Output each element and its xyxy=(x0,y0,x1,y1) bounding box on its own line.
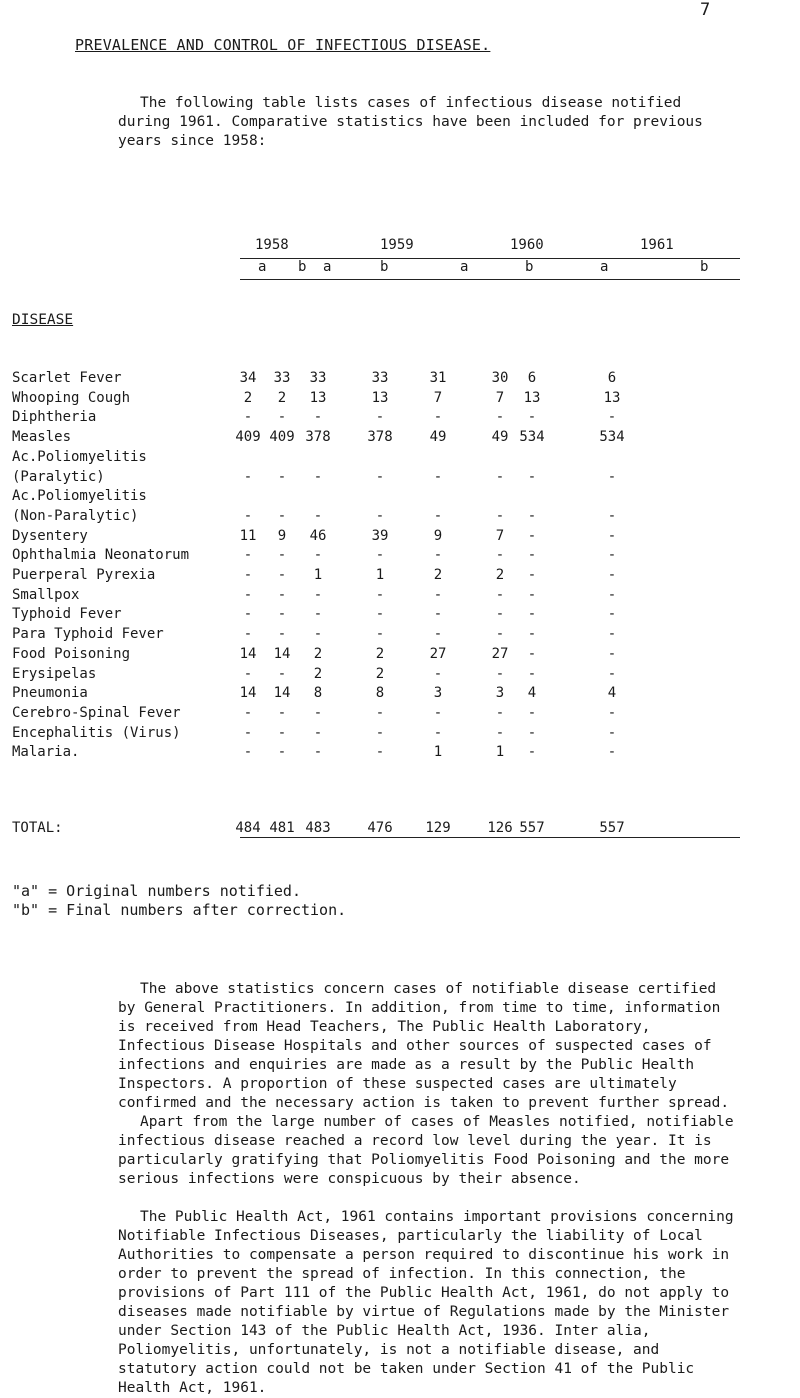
disease-name: Cerebro-Spinal Fever xyxy=(12,704,181,721)
cell-value: 2 xyxy=(277,389,287,406)
cell-value: - xyxy=(527,724,537,741)
cell-value: 11 xyxy=(239,527,257,544)
cell-value: 409 xyxy=(235,429,261,446)
cell-value: 1 xyxy=(433,744,443,761)
disease-name: Erysipelas xyxy=(12,665,97,682)
cell-value: - xyxy=(375,586,385,603)
cell-value: 7 xyxy=(495,527,505,544)
cell-value: 13 xyxy=(523,389,541,406)
cell-value: - xyxy=(607,567,617,583)
subheader-6: a xyxy=(600,259,609,275)
cell-value: - xyxy=(243,704,253,721)
disease-name: Malaria. xyxy=(12,744,80,761)
cell-value: 14 xyxy=(273,645,291,662)
cell-value: - xyxy=(607,626,617,643)
cell-value: - xyxy=(433,606,443,623)
cell-value: - xyxy=(527,547,537,564)
cell-value: - xyxy=(243,547,253,564)
table-row xyxy=(0,685,800,703)
cell-value: - xyxy=(313,468,323,485)
cell-value: - xyxy=(527,744,537,761)
cell-value: 534 xyxy=(599,429,625,446)
cell-value: - xyxy=(527,507,537,524)
total-value: 129 xyxy=(425,820,451,836)
cell-value: - xyxy=(243,468,253,485)
cell-value: - xyxy=(277,744,287,761)
cell-value: - xyxy=(527,567,537,583)
disease-name: Ophthalmia Neonatorum xyxy=(12,547,190,564)
table-row xyxy=(0,429,800,447)
cell-value: - xyxy=(607,665,617,682)
disease-name: Typhoid Fever xyxy=(12,606,122,623)
subheader-3: b xyxy=(380,259,389,275)
cell-value: - xyxy=(313,547,323,564)
cell-value: 3 xyxy=(433,685,443,702)
cell-value: - xyxy=(527,606,537,623)
table-row xyxy=(0,469,800,487)
cell-value: - xyxy=(375,626,385,643)
disease-name: Food Poisoning xyxy=(12,645,131,662)
cell-value: 378 xyxy=(367,429,393,446)
cell-value: 2 xyxy=(313,645,323,662)
table-row xyxy=(0,567,800,585)
cell-value: - xyxy=(243,606,253,623)
cell-value: 378 xyxy=(305,429,331,446)
intro-text: The following table lists cases of infectious disease notified during 1961. Comparative statistics have been included for previous years since 1958: xyxy=(118,95,703,149)
cell-value: - xyxy=(243,507,253,524)
cell-value: - xyxy=(527,468,537,485)
table-row xyxy=(0,528,800,546)
cell-value: - xyxy=(433,409,443,426)
cell-value: - xyxy=(607,704,617,721)
subheader-0: a xyxy=(258,259,267,275)
cell-value: - xyxy=(243,409,253,426)
disease-name: (Non-Paralytic) xyxy=(12,507,139,524)
cell-value: 9 xyxy=(433,527,443,544)
cell-value: - xyxy=(495,724,505,741)
cell-value: - xyxy=(375,724,385,741)
cell-value: - xyxy=(433,704,443,721)
cell-value: - xyxy=(243,626,253,643)
cell-value: 46 xyxy=(309,527,327,544)
cell-value: 534 xyxy=(519,429,545,446)
cell-value: 33 xyxy=(309,370,327,386)
table-row xyxy=(0,409,800,427)
cell-value: 2 xyxy=(495,567,505,583)
cell-value: 13 xyxy=(603,389,621,406)
legend-a: "a" = Original numbers notified. xyxy=(12,882,301,900)
cell-value: - xyxy=(375,744,385,761)
cell-value: - xyxy=(527,527,537,544)
cell-value: 1 xyxy=(313,567,323,583)
cell-value: - xyxy=(607,586,617,603)
cell-value: 14 xyxy=(239,645,257,662)
cell-value: - xyxy=(277,704,287,721)
cell-value: - xyxy=(495,704,505,721)
cell-value: - xyxy=(277,409,287,426)
cell-value: - xyxy=(607,409,617,426)
cell-value: - xyxy=(277,547,287,564)
cell-value: 2 xyxy=(433,567,443,583)
cell-value: - xyxy=(243,744,253,761)
cell-value: - xyxy=(277,626,287,643)
cell-value: 31 xyxy=(429,370,447,386)
cell-value: 13 xyxy=(371,389,389,406)
cell-value: 49 xyxy=(491,429,509,446)
cell-value: - xyxy=(313,744,323,761)
table-row xyxy=(0,547,800,565)
table-row xyxy=(0,666,800,684)
disease-name: Whooping Cough xyxy=(12,389,131,406)
cell-value: - xyxy=(313,606,323,623)
cell-value: - xyxy=(277,586,287,603)
total-row xyxy=(0,820,800,838)
total-value: 557 xyxy=(519,820,545,836)
cell-value: - xyxy=(607,468,617,485)
paragraph-3: The Public Health Act, 1961 contains important provisions concerning Notifiable Infectious Diseases, particularly the liability of Local Authorities to compensate a person required to discontinue his work in order to prevent the spread of infection. In this connection, the provisions of Part 111 of the Public Health Act, 1961, do not apply to diseases made notifiable by virtue of Regulations made by the Minister under Section 143 of the Public Health Act, 1936. Inter alia, Poliomyelitis, unfortunately, is not a notifiable disease, and statutory action could not be taken under Section 41 of the Public Health Act, 1961. xyxy=(118,1209,734,1396)
cell-value: 409 xyxy=(269,429,295,446)
table-row xyxy=(0,744,800,762)
cell-value: 8 xyxy=(313,685,323,702)
cell-value: - xyxy=(313,704,323,721)
table-row xyxy=(0,390,800,408)
page-number: 7 xyxy=(700,0,711,20)
total-underline xyxy=(240,837,740,838)
cell-value: 6 xyxy=(527,370,537,386)
cell-value: - xyxy=(375,606,385,623)
cell-value: 4 xyxy=(527,685,537,702)
year-1958: 1958 xyxy=(255,237,289,253)
cell-value: 49 xyxy=(429,429,447,446)
cell-value: - xyxy=(527,626,537,643)
cell-value: - xyxy=(607,606,617,623)
table-row xyxy=(0,725,800,743)
cell-value: - xyxy=(527,409,537,426)
disease-name: Scarlet Fever xyxy=(12,370,122,386)
table-row xyxy=(0,626,800,644)
disease-column-header: DISEASE xyxy=(12,312,74,328)
body-paragraphs xyxy=(118,980,738,1398)
disease-name: (Paralytic) xyxy=(12,468,105,485)
year-1960: 1960 xyxy=(510,237,544,253)
paragraph-2: Apart from the large number of cases of Measles notified, notifiable infectious disease reached a record low level during the year. It is particularly gratifying that Poliomyelitis Food Poisoning and the more serious infections were conspicuous by their absence. xyxy=(118,1114,734,1187)
disease-name: Pneumonia xyxy=(12,685,88,702)
table-row xyxy=(0,488,800,506)
ab-subheader-rule xyxy=(240,279,740,280)
cell-value: - xyxy=(607,547,617,564)
cell-value: 13 xyxy=(309,389,327,406)
total-value: 483 xyxy=(305,820,331,836)
disease-name: Puerperal Pyrexia xyxy=(12,567,156,583)
cell-value: - xyxy=(433,507,443,524)
cell-value: 4 xyxy=(607,685,617,702)
table-row xyxy=(0,646,800,664)
cell-value: 7 xyxy=(433,389,443,406)
cell-value: - xyxy=(375,704,385,721)
cell-value: 27 xyxy=(491,645,509,662)
cell-value: 14 xyxy=(273,685,291,702)
legend-b: "b" = Final numbers after correction. xyxy=(12,901,347,919)
cell-value: - xyxy=(375,468,385,485)
cell-value: 2 xyxy=(375,665,385,682)
intro-paragraph xyxy=(118,94,738,151)
total-value: 126 xyxy=(487,820,513,836)
subheader-5: b xyxy=(525,259,534,275)
cell-value: - xyxy=(277,507,287,524)
cell-value: - xyxy=(277,665,287,682)
cell-value: 39 xyxy=(371,527,389,544)
cell-value: - xyxy=(495,547,505,564)
table-row xyxy=(0,370,800,388)
subheader-2: a xyxy=(323,259,332,275)
disease-name: Encephalitis (Virus) xyxy=(12,724,181,741)
cell-value: - xyxy=(375,547,385,564)
cell-value: - xyxy=(243,724,253,741)
total-label: TOTAL: xyxy=(12,820,63,836)
cell-value: - xyxy=(495,606,505,623)
cell-value: - xyxy=(607,507,617,524)
table-row xyxy=(0,508,800,526)
total-value: 481 xyxy=(269,820,295,836)
cell-value: 1 xyxy=(375,567,385,583)
ab-subheader-row xyxy=(0,259,800,281)
cell-value: 2 xyxy=(375,645,385,662)
cell-value: - xyxy=(313,409,323,426)
cell-value: 30 xyxy=(491,370,509,386)
cell-value: 3 xyxy=(495,685,505,702)
total-value: 557 xyxy=(599,820,625,836)
cell-value: - xyxy=(607,645,617,662)
cell-value: - xyxy=(433,547,443,564)
cell-value: - xyxy=(433,586,443,603)
cell-value: 33 xyxy=(371,370,389,386)
cell-value: - xyxy=(527,704,537,721)
subheader-1: b xyxy=(298,259,307,275)
cell-value: - xyxy=(607,724,617,741)
table-row xyxy=(0,449,800,467)
disease-name: Ac.Poliomyelitis xyxy=(12,448,147,465)
cell-value: - xyxy=(527,665,537,682)
cell-value: 8 xyxy=(375,685,385,702)
cell-value: - xyxy=(243,567,253,583)
year-1961: 1961 xyxy=(640,237,674,253)
cell-value: - xyxy=(277,567,287,583)
cell-value: 14 xyxy=(239,685,257,702)
cell-value: - xyxy=(313,507,323,524)
year-header-row xyxy=(0,237,800,259)
cell-value: - xyxy=(375,409,385,426)
cell-value: - xyxy=(243,586,253,603)
cell-value: - xyxy=(495,409,505,426)
cell-value: 9 xyxy=(277,527,287,544)
cell-value: - xyxy=(607,527,617,544)
subheader-4: a xyxy=(460,259,469,275)
disease-name: Dysentery xyxy=(12,527,88,544)
cell-value: - xyxy=(495,665,505,682)
cell-value: - xyxy=(433,468,443,485)
cell-value: - xyxy=(495,626,505,643)
cell-value: - xyxy=(313,724,323,741)
cell-value: 2 xyxy=(313,665,323,682)
table-row xyxy=(0,705,800,723)
cell-value: - xyxy=(243,665,253,682)
cell-value: - xyxy=(495,507,505,524)
cell-value: - xyxy=(527,586,537,603)
cell-value: 7 xyxy=(495,389,505,406)
cell-value: - xyxy=(433,724,443,741)
cell-value: - xyxy=(375,507,385,524)
cell-value: - xyxy=(277,606,287,623)
cell-value: - xyxy=(495,468,505,485)
table-legend xyxy=(12,882,346,920)
table-row xyxy=(0,587,800,605)
cell-value: 33 xyxy=(273,370,291,386)
cell-value: - xyxy=(313,626,323,643)
cell-value: - xyxy=(433,665,443,682)
cell-value: 27 xyxy=(429,645,447,662)
total-value: 476 xyxy=(367,820,393,836)
cell-value: - xyxy=(313,586,323,603)
total-value: 484 xyxy=(235,820,261,836)
disease-name: Diphtheria xyxy=(12,409,97,426)
disease-name: Smallpox xyxy=(12,586,80,603)
cell-value: - xyxy=(607,744,617,761)
disease-name: Para Typhoid Fever xyxy=(12,626,164,643)
year-1959: 1959 xyxy=(380,237,414,253)
cell-value: 34 xyxy=(239,370,257,386)
section-heading: PREVALENCE AND CONTROL OF INFECTIOUS DISEASE. xyxy=(75,36,491,54)
table-row xyxy=(0,606,800,624)
cell-value: - xyxy=(433,626,443,643)
cell-value: - xyxy=(277,468,287,485)
cell-value: - xyxy=(495,586,505,603)
cell-value: 1 xyxy=(495,744,505,761)
disease-name: Measles xyxy=(12,429,72,446)
cell-value: 6 xyxy=(607,370,617,386)
cell-value: 2 xyxy=(243,389,253,406)
disease-name: Ac.Poliomyelitis xyxy=(12,488,147,505)
cell-value: - xyxy=(277,724,287,741)
cell-value: - xyxy=(527,645,537,662)
paragraph-1: The above statistics concern cases of notifiable disease certified by General Practitioners. In addition, from time to time, information is received from Head Teachers, The Public Health Laboratory, Infectious Disease Hospitals and other sources of suspected cases of infections and enquiries are made as a result by the Public Health Inspectors. A proportion of these suspected cases are ultimately confirmed and the necessary action is taken to prevent further spread. xyxy=(118,981,730,1111)
subheader-7: b xyxy=(700,259,709,275)
